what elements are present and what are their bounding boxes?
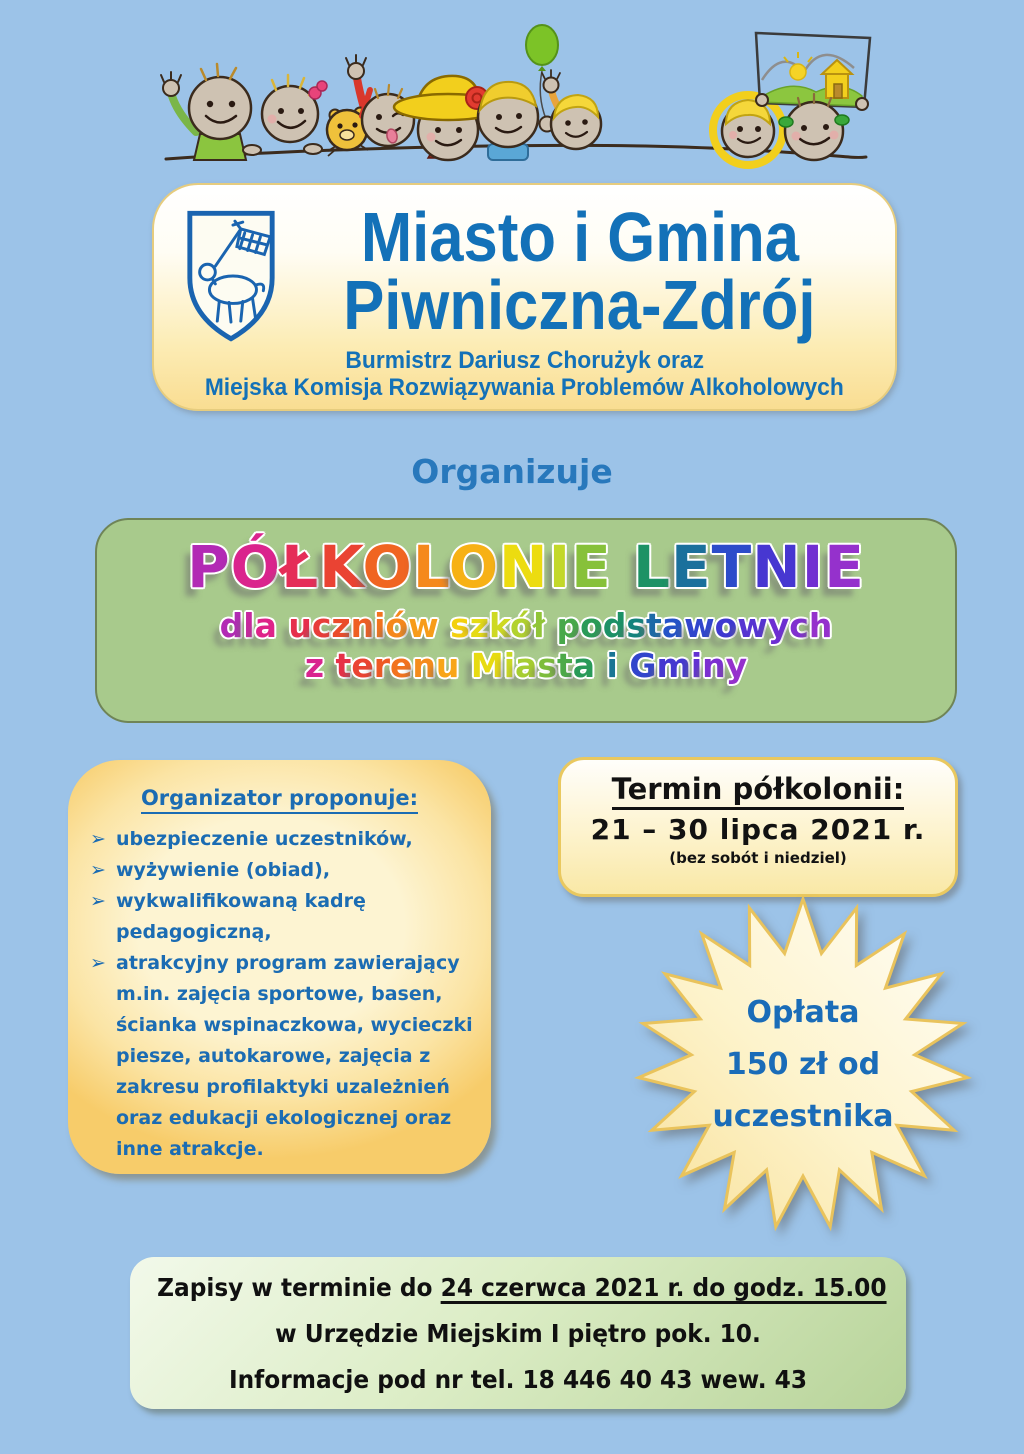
event-banner <box>95 518 957 723</box>
arrow-bullet-icon: ➢ <box>90 828 106 850</box>
fee-starburst <box>628 893 978 1235</box>
event-subtitle-line2: z terenu Miasta i Gminy <box>304 646 748 685</box>
signup-prefix: Zapisy w terminie do <box>157 1273 441 1302</box>
arrow-bullet-icon: ➢ <box>90 952 106 974</box>
coat-of-arms-icon <box>182 207 280 345</box>
offer-item <box>90 948 475 1165</box>
signup-phone-line: Informacje pod nr tel. 18 446 40 43 wew. 43 <box>228 1365 808 1394</box>
arrow-bullet-icon: ➢ <box>90 890 106 912</box>
offer-item <box>90 855 475 886</box>
offer-list <box>90 824 475 1165</box>
term-card <box>558 757 958 897</box>
child-boy-balloon <box>478 25 558 160</box>
offer-item <box>90 886 475 948</box>
offer-item-text: atrakcyjny program zawierający m.in. zajęcia sportowe, basen, ścianka wspinaczkowa, wycieczki piesze, autokarowe, zajęcia z zakresu profilaktyki uzależnień oraz edukacji ekologicznej oraz inne atrakcje. <box>116 952 473 1160</box>
municipality-title-line2: Piwniczna-Zdrój <box>343 266 816 344</box>
offer-heading: Organizator proponuje: <box>68 786 491 810</box>
offer-item-text: ubezpieczenie uczestników, <box>116 828 413 850</box>
event-title: PÓŁKOLONIE LETNIE <box>187 533 865 601</box>
arrow-bullet-icon: ➢ <box>90 859 106 881</box>
header-card <box>152 183 897 411</box>
child-girl-hoop <box>713 95 783 165</box>
raised-hand <box>346 55 366 108</box>
signup-card <box>130 1257 906 1409</box>
header-text <box>270 198 889 344</box>
fee-text <box>628 893 978 1235</box>
term-dates: 21 – 30 lipca 2021 r. <box>590 813 926 846</box>
header-subtitles <box>154 347 895 401</box>
children-illustration <box>150 18 880 178</box>
offer-item-text: wyżywienie (obiad), <box>116 859 331 881</box>
signup-location-line: w Urzędzie Miejskim I piętro pok. 10. <box>275 1319 761 1348</box>
signup-deadline-line <box>157 1265 887 1311</box>
organizes-label: Organizuje <box>411 452 613 491</box>
child-boy-waving <box>161 64 261 160</box>
offer-item-text: wykwalifikowaną kadrę pedagogiczną, <box>116 890 366 943</box>
offer-card <box>68 760 491 1174</box>
child-girl-raised-hand <box>542 70 601 149</box>
fee-line3: uczestnika <box>712 1098 894 1134</box>
commission-line: Miejska Komisja Rozwiązywania Problemów Alkoholowych <box>205 374 844 401</box>
fee-line1: Opłata <box>746 994 860 1030</box>
offer-item <box>90 824 475 855</box>
term-note: (bez sobót i niedziel) <box>669 849 847 867</box>
signup-deadline: 24 czerwca 2021 r. do godz. 15.00 <box>440 1273 887 1302</box>
municipality-title-line1: Miasto i Gmina <box>360 198 799 276</box>
term-heading: Termin półkolonii: <box>561 772 955 806</box>
mayor-line: Burmistrz Dariusz Chorużyk oraz <box>345 347 704 374</box>
fee-line2: 150 zł od <box>725 1046 881 1082</box>
event-subtitle-line1: dla uczniów szkół podstawowych <box>219 606 833 645</box>
child-girl-bow <box>262 75 327 154</box>
